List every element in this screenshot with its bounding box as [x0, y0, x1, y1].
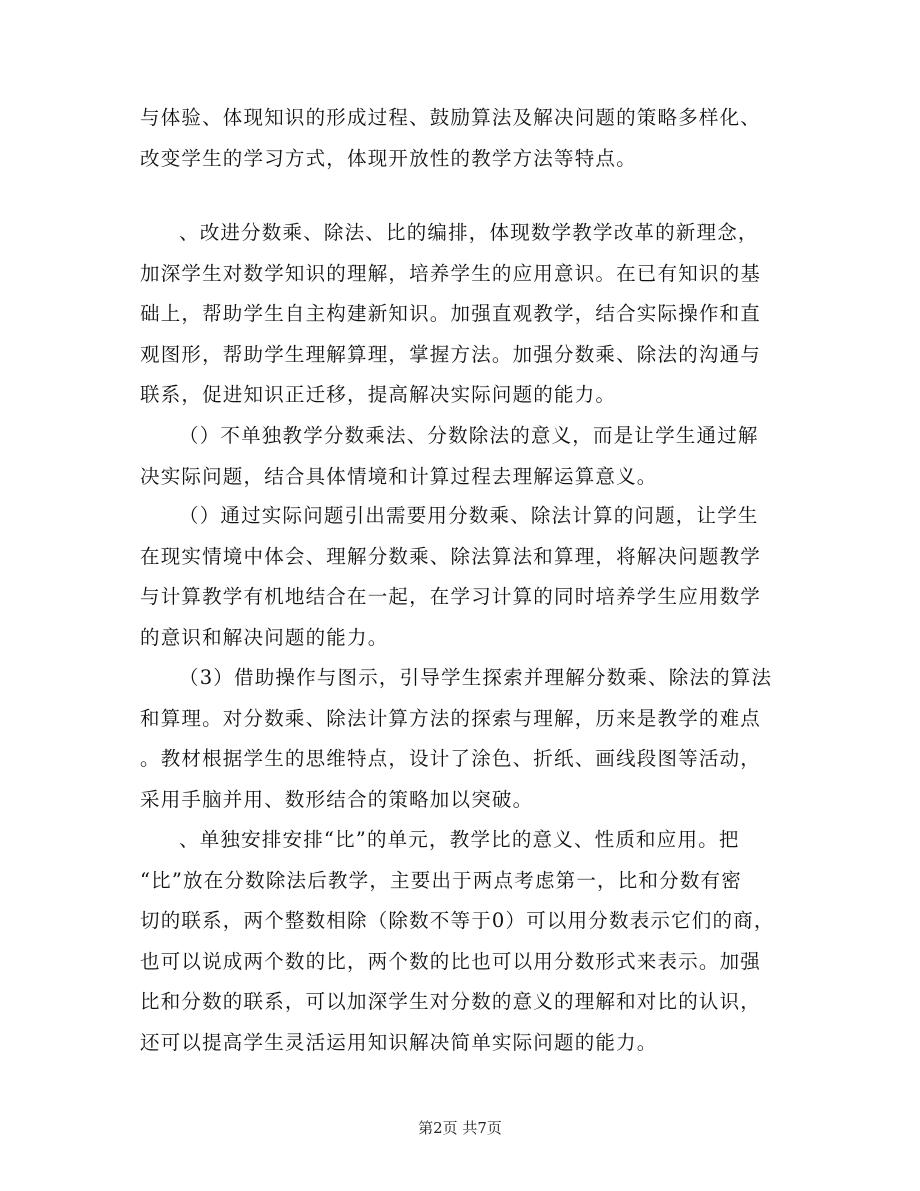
paragraph-line: 比和分数的联系，可以加深学生对分数的意义的理解和对比的认识， [140, 990, 762, 1013]
paragraph-line: 决实际问题，结合具体情境和计算过程去理解运算意义。 [140, 464, 658, 488]
paragraph-3 [140, 416, 790, 497]
paragraph-6 [140, 820, 790, 1063]
paragraph-line: 、改进分数乘、除法、比的编排，体现数学教学改革的新理念， [179, 221, 759, 244]
paragraph-line: 的意识和解决问题的能力。 [140, 625, 389, 649]
paragraph-line: “比”放在分数除法后教学，主要出于两点考虑第一，比和分数有密 [140, 868, 742, 892]
paragraph-line: 联系，促进知识正迁移，提高解决实际问题的能力。 [140, 383, 617, 406]
paragraph-line: 和算理。对分数乘、除法计算方法的探索与理解，历来是教学的难点 [140, 706, 762, 730]
paragraph-line: 观图形，帮助学生理解算理，掌握方法。加强分数乘、除法的沟通与 [140, 342, 762, 366]
paragraph-2 [140, 213, 790, 416]
paragraph-line: （3）借助操作与图示，引导学生探索并理解分数乘、除法的算法 [179, 666, 773, 689]
paragraph-line: （）通过实际问题引出需要用分数乘、除法计算的问题，让学生 [179, 504, 759, 527]
paragraph-4 [140, 496, 790, 658]
paragraph-1 [140, 98, 790, 179]
paragraph-line: 础上，帮助学生自主构建新知识。加强直观教学，结合实际操作和直 [140, 302, 762, 325]
paragraph-line: 与体验、体现知识的形成过程、鼓励算法及解决问题的策略多样化、 [140, 106, 762, 129]
paragraph-line: （）不单独教学分数乘法、分数除法的意义，而是让学生通过解 [179, 424, 759, 447]
paragraph-5 [140, 658, 790, 820]
paragraph-line: 在现实情境中体会、理解分数乘、除法算法和算理，将解决问题教学 [140, 544, 762, 568]
paragraph-line: 。教材根据学生的思维特点，设计了涂色、折纸、画线段图等活动， [140, 747, 762, 770]
paragraph-line: 与计算教学有机地结合在一起，在学习计算的同时培养学生应用数学 [140, 585, 762, 608]
paragraph-line: 也可以说成两个数的比，两个数的比也可以用分数形式来表示。加强 [140, 949, 762, 973]
page-footer: 第2页 共7页 [418, 1119, 502, 1137]
paragraph-line: 加深学生对数学知识的理解，培养学生的应用意识。在已有知识的基 [140, 261, 762, 285]
paragraph-line: 还可以提高学生灵活运用知识解决简单实际问题的能力。 [140, 1030, 658, 1054]
paragraph-line: 、单独安排安排“比”的单元，教学比的意义、性质和应用。把 [179, 828, 740, 851]
paragraph-line: 改变学生的学习方式，体现开放性的教学方法等特点。 [140, 146, 637, 170]
paragraph-line: 采用手脑并用、数形结合的策略加以突破。 [140, 787, 534, 811]
paragraph-line: 切的联系，两个整数相除（除数不等于0）可以用分数表示它们的商， [140, 909, 775, 932]
